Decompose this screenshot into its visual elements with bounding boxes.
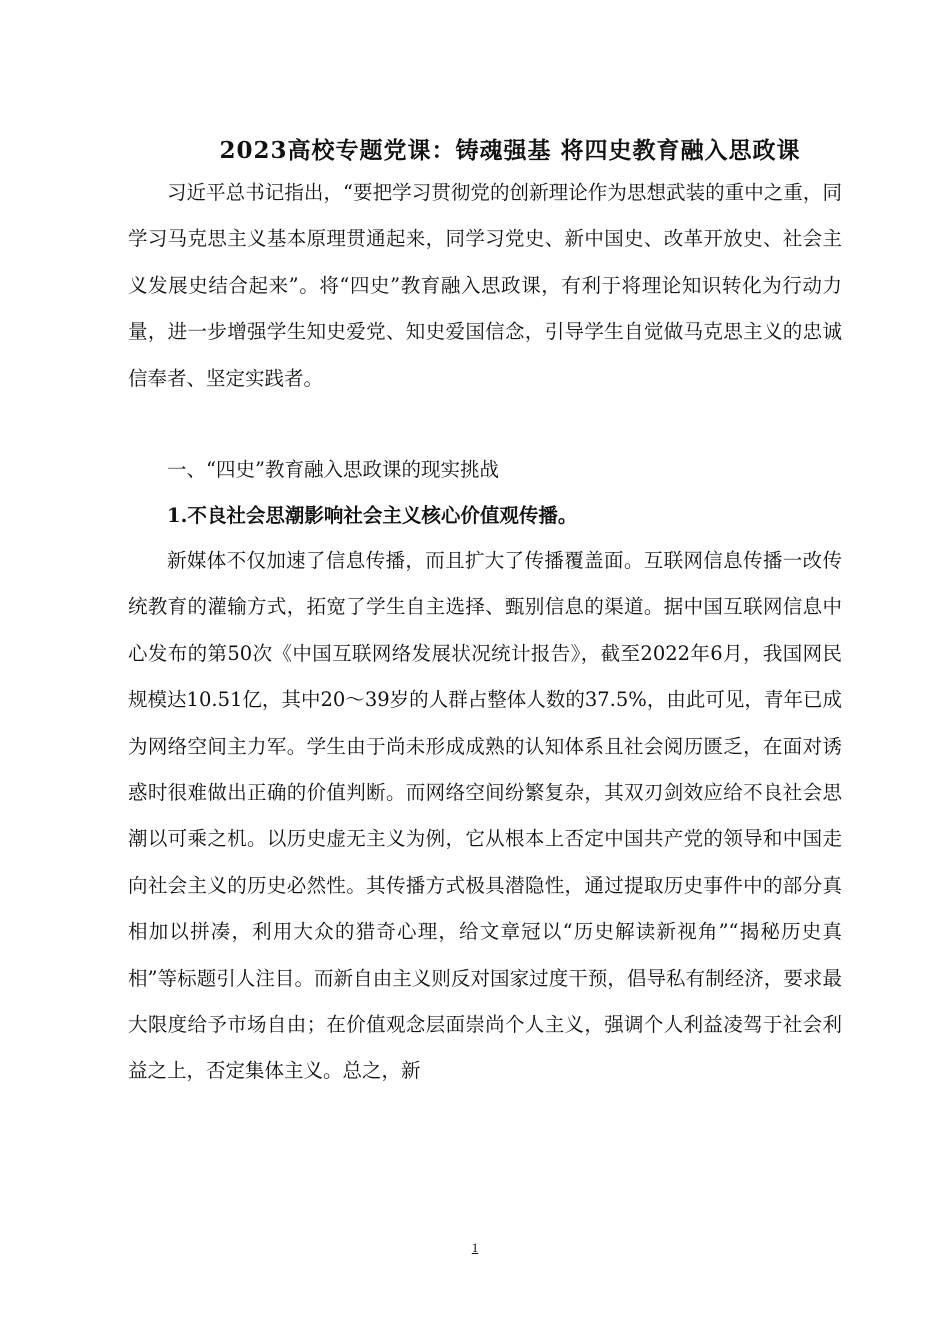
- intro-section: [128, 170, 842, 402]
- body-section: [128, 538, 842, 1095]
- sub-heading: 1.不良社会思潮影响社会主义核心价值观传播。: [167, 504, 578, 527]
- intro-paragraph: 习近平总书记指出，“要把学习贯彻党的创新理论作为思想武装的重中之重，同学习马克思主义基本原理贯通起来，同学习党史、新中国史、改革开放史、社会主义发展史结合起来”。将“四史”教育融入思政课，有利于将理论知识转化为行动力量，进一步增强学生知史爱党、知史爱国信念，引导学生自觉做马克思主义的忠诚信奉者、坚定实践者。: [128, 181, 842, 390]
- section-heading: 一、“四史”教育融入思政课的现实挑战: [167, 458, 499, 481]
- document-title: 2023高校专题党课：铸魂强基 将四史教育融入思政课: [219, 137, 801, 164]
- body-paragraph: 新媒体不仅加速了信息传播，而且扩大了传播覆盖面。互联网信息传播一改传统教育的灌输方式，拓宽了学生自主选择、甄别信息的渠道。据中国互联网信息中心发布的第50次《中国互联网络发展状况统计报告》，截至2022年6月，我国网民规模达10.51亿，其中20～39岁的人群占整体人数的37.5%，由此可见，青年已成为网络空间主力军。学生由于尚未形成成熟的认知体系且社会阅历匮乏，在面对诱惑时很难做出正确的价值判断。而网络空间纷繁复杂，其双刃剑效应给不良社会思潮以可乘之机。以历史虚无主义为例，它从根本上否定中国共产党的领导和中国走向社会主义的历史必然性。其传播方式极具潜隐性，通过提取历史事件中的部分真相加以拼凑，利用大众的猎奇心理，给文章冠以“历史解读新视角”“揭秘历史真相”等标题引人注目。而新自由主义则反对国家过度干预，倡导私有制经济，要求最大限度给予市场自由；在价值观念层面崇尚个人主义，强调个人利益凌驾于社会利益之上，否定集体主义。总之，新: [128, 549, 842, 1083]
- page-number: 1: [471, 1240, 479, 1255]
